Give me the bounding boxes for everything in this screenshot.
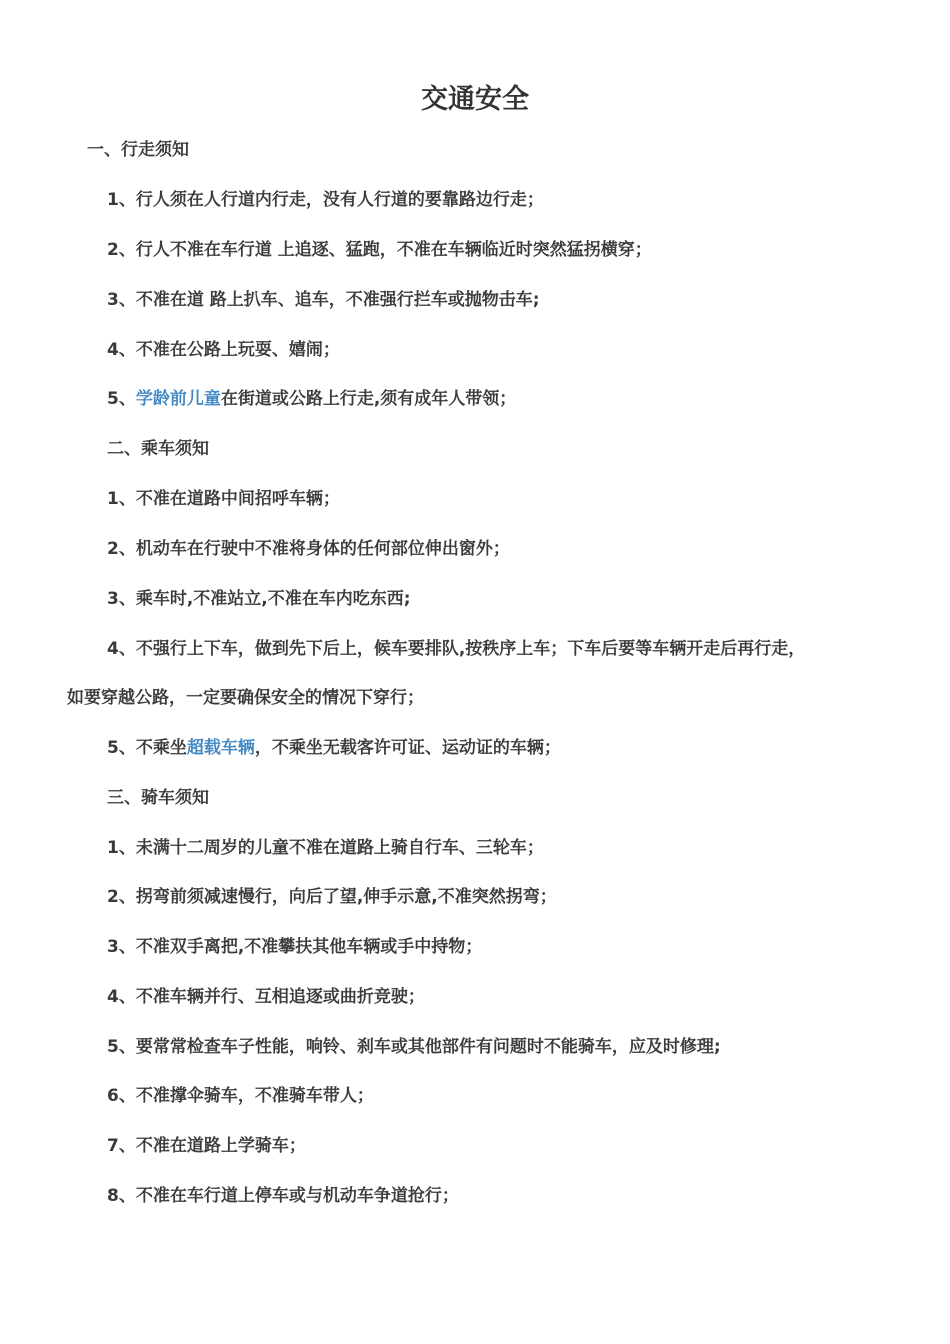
cycling-rule-4: 4、不准车辆并行、互相追逐或曲折竞驶； — [107, 987, 425, 1007]
riding-rule-2: 2、机动车在行驶中不准将身体的任何部位伸出窗外； — [107, 539, 510, 559]
riding-rule-1: 1、不准在道路中间招呼车辆； — [107, 489, 340, 509]
cycling-rule-1: 1、未满十二周岁的儿童不准在道路上骑自行车、三轮车； — [107, 838, 544, 858]
walking-rule-1: 1、行人须在人行道内行走，没有人行道的要靠路边行走； — [107, 190, 544, 210]
walking-rule-5-prefix: 5、 — [107, 389, 136, 409]
cycling-rule-6: 6、不准撑伞骑车，不准骑车带人； — [107, 1086, 374, 1106]
walking-rule-3: 3、不准在道 路上扒车、追车，不准强行拦车或抛物击车; — [107, 290, 540, 310]
cycling-rule-5: 5、要常常检查车子性能，响铃、刹车或其他部件有问题时不能骑车，应及时修理; — [107, 1037, 721, 1057]
section-heading-riding: 二、乘车须知 — [107, 439, 209, 459]
walking-rule-2: 2、行人不准在车行道 上追逐、猛跑，不准在车辆临近时突然猛拐横穿； — [107, 240, 652, 260]
page-title: 交通安全 — [421, 84, 529, 115]
riding-rule-4-continuation: 如要穿越公路，一定要确保安全的情况下穿行； — [67, 688, 424, 708]
overloaded-vehicle-link[interactable]: 超载车辆 — [186, 738, 255, 758]
walking-rule-5 — [107, 386, 516, 412]
preschool-children-link[interactable]: 学龄前儿童 — [135, 389, 221, 409]
cycling-rule-7: 7、不准在道路上学骑车； — [107, 1136, 306, 1156]
riding-rule-5 — [107, 735, 561, 761]
riding-rule-5-suffix: ，不乘坐无载客许可证、运动证的车辆； — [254, 738, 561, 758]
section-heading-walking: 一、行走须知 — [87, 140, 189, 160]
riding-rule-4: 4、不强行上下车，做到先下后上，候车要排队,按秩序上车；下车后要等车辆开走后再行走， — [107, 639, 806, 659]
riding-rule-5-prefix: 5、不乘坐 — [107, 738, 187, 758]
walking-rule-5-suffix: 在街道或公路上行走,须有成年人带领； — [220, 389, 517, 409]
walking-rule-4: 4、不准在公路上玩耍、嬉闹； — [107, 340, 340, 360]
section-heading-cycling: 三、骑车须知 — [107, 788, 209, 808]
riding-rule-3: 3、乘车时,不准站立,不准在车内吃东西; — [107, 589, 411, 609]
cycling-rule-2: 2、拐弯前须减速慢行，向后了望,伸手示意,不准突然拐弯； — [107, 887, 557, 907]
cycling-rule-3: 3、不准双手离把,不准攀扶其他车辆或手中持物； — [107, 937, 483, 957]
cycling-rule-8: 8、不准在车行道上停车或与机动车争道抢行； — [107, 1186, 459, 1206]
